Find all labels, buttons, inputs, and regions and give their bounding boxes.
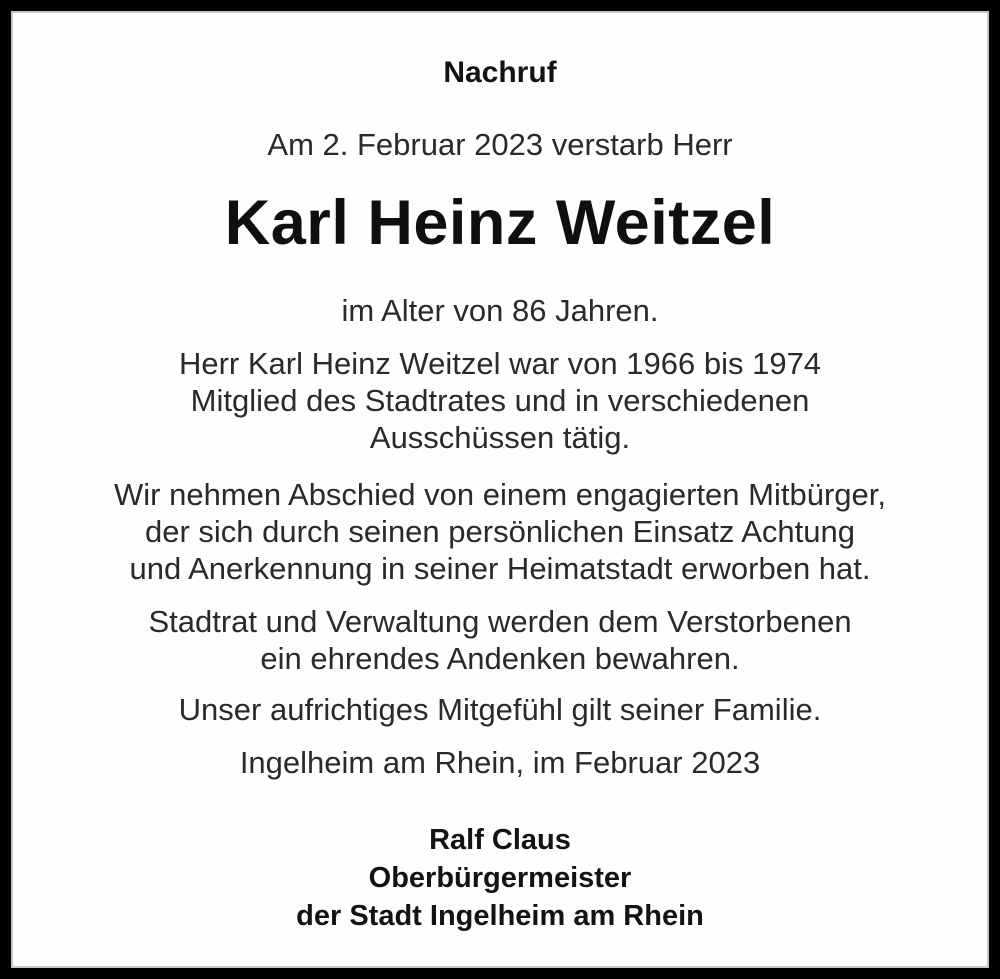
deceased-name: Karl Heinz Weitzel bbox=[224, 188, 776, 258]
paragraph-farewell bbox=[11, 476, 989, 587]
paragraph-line: Ausschüssen tätig. bbox=[369, 420, 631, 455]
paragraph-line: Mitglied des Stadtrates und in verschiedenen bbox=[190, 383, 810, 418]
death-date-line: Am 2. Februar 2023 verstarb Herr bbox=[267, 127, 733, 162]
obituary-content bbox=[11, 11, 989, 935]
signature-organization: der Stadt Ingelheim am Rhein bbox=[296, 900, 704, 932]
paragraph-line: der sich durch seinen persönlichen Einsatz Achtung bbox=[145, 514, 855, 549]
paragraph-line: ein ehrendes Andenken bewahren. bbox=[260, 641, 740, 676]
signature-name: Ralf Claus bbox=[429, 824, 571, 856]
signature-title: Oberbürgermeister bbox=[368, 862, 632, 894]
paragraph-council-service bbox=[11, 345, 989, 456]
place-date-line: Ingelheim am Rhein, im Februar 2023 bbox=[239, 745, 761, 780]
paragraph-line: Herr Karl Heinz Weitzel war von 1966 bis 1974 bbox=[178, 346, 822, 381]
notice-kicker: Nachruf bbox=[443, 56, 557, 89]
paragraph-line: Wir nehmen Abschied von einem engagierten Mitbürger, bbox=[114, 477, 886, 512]
paragraph-line: und Anerkennung in seiner Heimatstadt erworben hat. bbox=[129, 551, 871, 586]
signature-block bbox=[11, 821, 989, 935]
paragraph-line: Stadtrat und Verwaltung werden dem Verstorbenen bbox=[148, 604, 852, 639]
paragraph-remembrance bbox=[11, 603, 989, 677]
age-line: im Alter von 86 Jahren. bbox=[341, 293, 659, 328]
condolence-line: Unser aufrichtiges Mitgefühl gilt seiner Familie. bbox=[178, 692, 822, 727]
